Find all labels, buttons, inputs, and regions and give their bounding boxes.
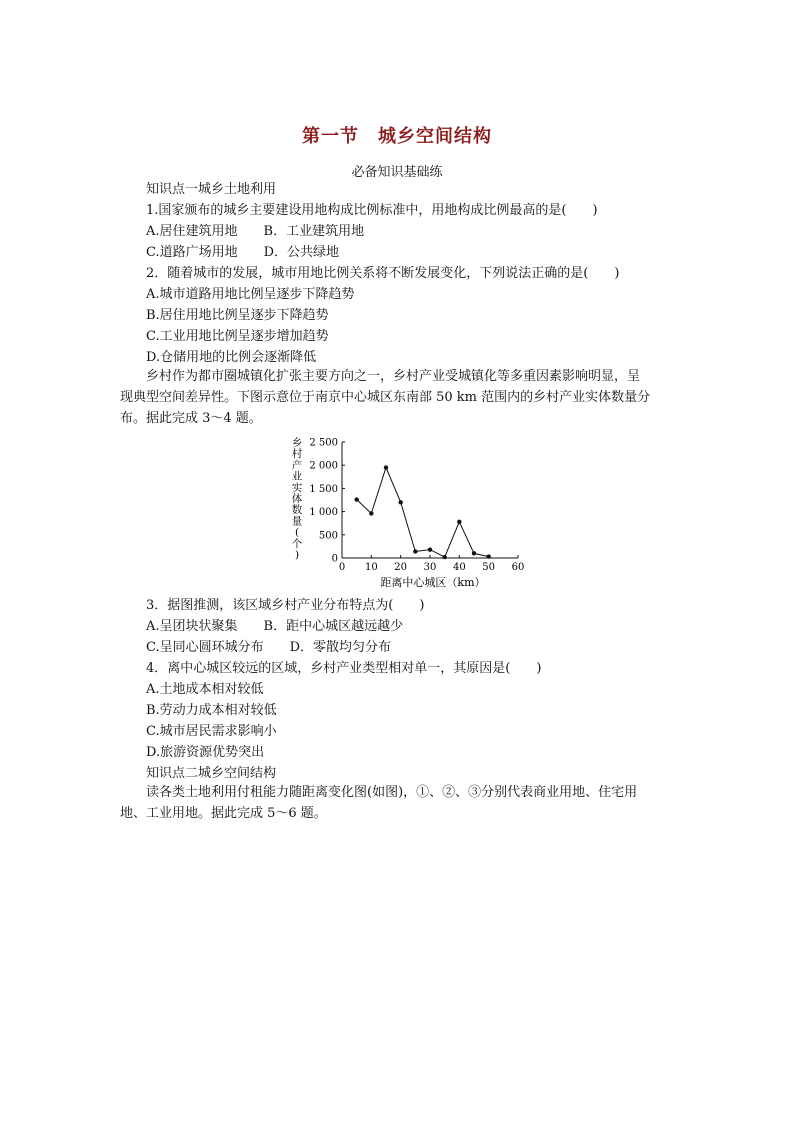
data-point xyxy=(369,511,373,515)
y-axis-title-char: 产 xyxy=(291,459,303,472)
question-3-stem: 3．据图推测，该区域乡村产业分布特点为( ) xyxy=(146,598,425,613)
y-axis-title-char: ) xyxy=(294,549,300,561)
question-1-options-cd: C.道路广场用地 D．公共绿地 xyxy=(146,245,340,260)
question-4-option-c: C.城市居民需求影响小 xyxy=(146,724,277,739)
y-axis-title-char: 乡 xyxy=(291,437,303,449)
question-4-option-d: D.旅游资源优势突出 xyxy=(146,745,265,760)
x-tick-label: 60 xyxy=(511,562,525,573)
passage-3-4 xyxy=(120,366,680,429)
question-2-option-a: A.城市道路用地比例呈逐步下降趋势 xyxy=(146,287,355,302)
data-point xyxy=(486,554,490,558)
question-4-option-a: A.土地成本相对较低 xyxy=(146,682,264,697)
y-tick-label: 2 000 xyxy=(309,460,338,472)
rural-industry-line-chart xyxy=(286,432,536,592)
x-tick-label: 40 xyxy=(452,562,466,573)
data-point xyxy=(442,555,446,559)
knowledge-point-1-heading: 知识点一城乡土地利用 xyxy=(146,182,277,197)
passage-5-6-line-1: 读各类土地利用付租能力随距离变化图(如图)，①、②、③分别代表商业用地、住宅用 xyxy=(146,785,638,800)
data-point xyxy=(384,465,388,469)
y-axis-title-char: 业 xyxy=(291,470,303,483)
x-tick-label: 10 xyxy=(364,562,378,573)
chart-series xyxy=(354,465,490,559)
question-3-options-ab: A.呈团块状聚集 B．距中心城区越远越少 xyxy=(146,619,404,634)
y-axis-title-char: 个 xyxy=(291,537,303,550)
question-4-option-b: B.劳动力成本相对较低 xyxy=(146,703,277,718)
passage-3-4-line-2: 现典型空间差异性。下图示意位于南京中心城区东南部 50 km 范围内的乡村产业实体数量分 xyxy=(120,390,651,405)
question-1-stem: 1.国家颁布的城乡主要建设用地构成比例标准中，用地构成比例最高的是( ) xyxy=(146,203,598,218)
question-2-stem: 2．随着城市的发展，城市用地比例关系将不断发展变化，下列说法正确的是( ) xyxy=(146,266,620,281)
y-tick-label: 2 500 xyxy=(309,437,338,449)
y-tick-label: 500 xyxy=(318,530,338,542)
y-tick-label: 0 xyxy=(331,553,338,565)
passage-3-4-line-3: 布。据此完成 3～4 题。 xyxy=(120,411,262,426)
y-axis-title-char: ( xyxy=(294,526,300,539)
y-tick-label: 1 000 xyxy=(309,507,338,519)
series-line xyxy=(357,468,489,558)
question-2-option-c: C.工业用地比例呈逐步增加趋势 xyxy=(146,329,329,344)
section-subtitle: 必备知识基础练 xyxy=(351,165,443,180)
chart-y-axis-title xyxy=(292,436,303,561)
y-axis-title-char: 实 xyxy=(291,481,303,494)
chart-axes xyxy=(342,442,518,558)
data-point xyxy=(413,549,417,553)
data-point xyxy=(472,551,476,555)
x-tick-label: 30 xyxy=(423,562,437,573)
data-point xyxy=(398,500,402,504)
question-3-options-cd: C.呈同心圆环城分布 D．零散均匀分布 xyxy=(146,640,392,655)
passage-5-6 xyxy=(120,782,680,824)
data-point xyxy=(428,547,432,551)
chart-x-axis-title: 距离中心城区（km） xyxy=(380,576,486,589)
y-axis-title-char: 体 xyxy=(291,493,303,505)
y-axis-title-char: 数 xyxy=(291,504,303,517)
y-axis-title-char: 村 xyxy=(291,448,303,461)
y-tick-label: 1 500 xyxy=(309,483,338,495)
question-1-options-ab: A.居住建筑用地 B．工业建筑用地 xyxy=(146,224,365,239)
data-point xyxy=(457,520,461,524)
passage-3-4-line-1: 乡村作为都市圈城镇化扩张主要方向之一，乡村产业受城镇化等多重因素影响明显，呈 xyxy=(146,369,641,384)
knowledge-point-2-heading: 知识点二城乡空间结构 xyxy=(146,766,277,781)
y-axis-title-char: 量 xyxy=(291,515,303,528)
x-tick-label: 20 xyxy=(394,562,408,573)
passage-5-6-line-2: 地、工业用地。据此完成 5～6 题。 xyxy=(120,806,327,821)
question-4-stem: 4．离中心城区较远的区域，乡村产业类型相对单一，其原因是( ) xyxy=(146,661,542,676)
x-tick-label: 50 xyxy=(482,562,496,573)
question-2-option-b: B.居住用地比例呈逐步下降趋势 xyxy=(146,308,329,323)
data-point xyxy=(354,497,358,501)
page-title: 第一节 城乡空间结构 xyxy=(302,126,492,147)
question-2-option-d: D.仓储用地的比例会逐渐降低 xyxy=(146,350,317,365)
x-tick-label: 0 xyxy=(338,562,346,573)
